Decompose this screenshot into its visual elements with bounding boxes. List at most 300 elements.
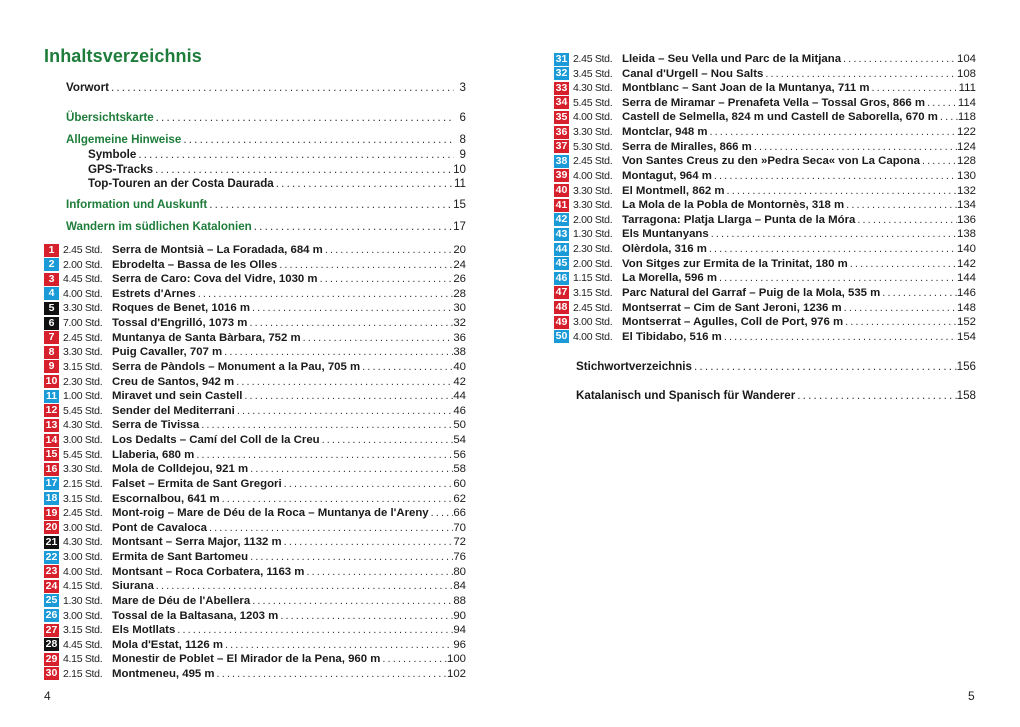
tour-row[interactable]	[44, 243, 466, 257]
tour-page: 130	[956, 169, 976, 182]
tour-row[interactable]	[44, 594, 466, 608]
tour-page: 104	[956, 53, 976, 65]
tour-row[interactable]	[554, 227, 976, 241]
toc-entry[interactable]	[66, 220, 466, 234]
tour-page: 40	[453, 360, 466, 373]
tour-row[interactable]	[44, 301, 466, 315]
tour-page: 24	[453, 258, 466, 271]
tour-page: 56	[453, 448, 466, 461]
leader-dots	[717, 271, 957, 285]
toc-entry-page: 9	[459, 148, 466, 161]
tour-name: Creu de Santos, 942 m	[112, 375, 235, 388]
tour-page: 134	[956, 199, 976, 212]
leader-dots	[196, 287, 454, 301]
tour-number-badge: 41	[555, 198, 568, 211]
toc-entry-page: 8	[459, 133, 466, 146]
tour-number-badge: 13	[45, 418, 58, 431]
toc-entry-page: 11	[453, 177, 466, 190]
tour-number-badge: 15	[45, 448, 58, 461]
toc-entry-label: Symbole	[88, 148, 137, 161]
tour-duration: 3.15 Std.	[63, 360, 103, 373]
toc-entry-label: Stichwortverzeichnis	[576, 360, 692, 373]
toc-entry[interactable]	[88, 163, 466, 177]
tour-number-badge: 39	[555, 169, 568, 182]
tour-page: 30	[453, 302, 466, 315]
tour-duration: 3.30 Std.	[573, 184, 613, 197]
tour-page: 122	[956, 126, 976, 139]
tour-row[interactable]	[44, 535, 466, 549]
toc-entry-page: 3	[459, 81, 466, 94]
tour-duration: 2.00 Std.	[573, 257, 613, 270]
leader-dots	[843, 315, 957, 329]
tour-name: Roques de Benet, 1016 m	[112, 302, 251, 315]
leader-dots	[207, 521, 453, 535]
tour-duration: 7.00 Std.	[63, 317, 103, 330]
tour-page: 128	[956, 155, 976, 168]
tour-name: Serra de Miramar – Prenafeta Vella – Tossal Gros, 866 m	[622, 96, 926, 109]
tour-name: El Tibidabo, 516 m	[622, 330, 722, 343]
tour-duration: 2.45 Std.	[573, 155, 613, 168]
tour-page: 140	[956, 243, 976, 256]
tour-number-badge: 34	[555, 96, 568, 109]
tour-page: 28	[453, 287, 466, 300]
tour-number-badge: 40	[555, 184, 568, 197]
tour-duration: 4.30 Std.	[63, 536, 103, 549]
tour-name: Montsant – Serra Major, 1132 m	[112, 536, 282, 549]
tour-name: Miravet und sein Castell	[112, 390, 243, 403]
tour-number-badge: 44	[555, 242, 568, 255]
tour-name: Pont de Cavaloca	[112, 521, 207, 534]
tour-row[interactable]	[44, 492, 466, 506]
tour-row[interactable]	[554, 286, 976, 300]
leader-dots	[712, 169, 957, 183]
tour-number-badge: 16	[45, 462, 58, 475]
tour-duration: 4.00 Std.	[63, 287, 103, 300]
toc-entry[interactable]	[576, 389, 976, 403]
tour-row[interactable]	[554, 110, 976, 124]
toc-entry[interactable]	[66, 111, 466, 125]
tour-row[interactable]	[554, 125, 976, 139]
toc-entry-page: 17	[453, 220, 466, 233]
tour-number-badge: 25	[45, 594, 58, 607]
tour-name: La Mola de la Pobla de Montornès, 318 m	[622, 199, 845, 212]
tour-row[interactable]	[44, 404, 466, 418]
tour-row[interactable]	[44, 623, 466, 637]
tour-row[interactable]	[554, 67, 976, 81]
tour-name: Sender del Mediterrani	[112, 404, 235, 417]
tour-name: Monestir de Poblet – El Mirador de la Pena, 960 m	[112, 653, 381, 666]
leader-dots	[242, 389, 453, 403]
tour-name: Montsant – Roca Corbatera, 1163 m	[112, 565, 305, 578]
tour-number-badge: 32	[555, 67, 568, 80]
leader-dots	[215, 667, 447, 681]
tour-number-badge: 46	[555, 271, 568, 284]
tour-duration: 4.15 Std.	[63, 580, 103, 593]
tour-page: 124	[956, 140, 976, 153]
tour-duration: 3.30 Std.	[63, 346, 103, 359]
toc-entry-page: 6	[459, 111, 466, 124]
tour-name: Ermita de Sant Bartomeu	[112, 551, 249, 564]
toc-entry[interactable]	[88, 148, 466, 162]
tour-number-badge: 29	[45, 652, 58, 665]
tour-page: 38	[453, 346, 466, 359]
tour-page: 20	[453, 244, 466, 256]
tour-row[interactable]	[44, 389, 466, 403]
tour-name: Montblanc – Sant Joan de la Muntanya, 711 m	[622, 82, 870, 95]
tour-duration: 2.15 Std.	[63, 477, 103, 490]
leader-dots	[277, 258, 453, 272]
leader-dots	[252, 220, 453, 234]
tour-row[interactable]	[44, 360, 466, 374]
tour-name: Serra de Montsià – La Foradada, 684 m	[112, 244, 323, 256]
page-title: Inhaltsverzeichnis	[44, 46, 202, 66]
tour-row[interactable]	[554, 184, 976, 198]
tour-duration: 2.45 Std.	[63, 244, 103, 256]
tour-number-badge: 7	[44, 331, 59, 344]
leader-dots	[109, 81, 454, 95]
tour-duration: 2.30 Std.	[63, 375, 103, 388]
tour-duration: 3.15 Std.	[573, 286, 613, 299]
tour-duration: 1.30 Std.	[63, 594, 103, 607]
tour-row[interactable]	[44, 477, 466, 491]
tour-name: Montserrat – Agulles, Coll de Port, 976 m	[622, 316, 844, 329]
toc-entry-page: 156	[956, 360, 976, 373]
tour-duration: 3.00 Std.	[573, 316, 613, 329]
tour-row[interactable]	[44, 258, 466, 272]
tour-row[interactable]	[554, 213, 976, 227]
tour-name: Muntanya de Santa Bàrbara, 752 m	[112, 331, 301, 344]
tour-duration: 3.45 Std.	[573, 67, 613, 80]
leader-dots	[282, 477, 454, 491]
leader-dots	[220, 492, 454, 506]
tour-row[interactable]	[44, 652, 466, 666]
tour-name: Llaberia, 680 m	[112, 448, 195, 461]
tour-name: Escornalbou, 641 m	[112, 492, 220, 505]
leader-dots	[301, 331, 454, 345]
tour-page: 58	[453, 463, 466, 476]
leader-dots	[181, 133, 454, 147]
tour-page: 26	[453, 273, 466, 286]
toc-entry-label: Katalanisch und Spanisch für Wanderer	[576, 389, 796, 402]
tour-row[interactable]	[554, 169, 976, 183]
tour-number-badge: 9	[44, 360, 59, 373]
tour-row[interactable]	[554, 330, 976, 344]
tour-number-badge: 21	[45, 535, 58, 548]
leader-dots	[154, 111, 454, 125]
leader-dots	[870, 81, 959, 95]
tour-page: 138	[956, 228, 976, 241]
leader-dots	[880, 286, 957, 300]
tour-number-badge: 19	[45, 506, 58, 519]
toc-entry[interactable]	[66, 198, 466, 212]
tour-duration: 2.00 Std.	[573, 213, 613, 226]
tour-page: 70	[453, 521, 466, 534]
leader-dots	[360, 360, 453, 374]
tour-duration: 4.30 Std.	[573, 82, 613, 95]
leader-dots	[920, 154, 957, 168]
tour-name: Parc Natural del Garraf – Puig de la Mola, 535 m	[622, 286, 881, 299]
leader-dots	[722, 330, 957, 344]
tour-row[interactable]	[554, 242, 976, 256]
tour-number-badge: 35	[555, 110, 568, 123]
tour-name: El Montmell, 862 m	[622, 184, 725, 197]
tour-number-badge: 26	[45, 609, 58, 621]
tour-row[interactable]	[44, 418, 466, 432]
tour-name: Von Santes Creus zu den »Pedra Seca« von La Capona	[622, 155, 920, 168]
tour-name: Montmeneu, 495 m	[112, 667, 215, 680]
leader-dots	[380, 652, 447, 666]
tour-duration: 2.45 Std.	[63, 331, 103, 344]
tour-page: 108	[956, 67, 976, 80]
leader-dots	[938, 110, 958, 124]
tour-row[interactable]	[44, 433, 466, 447]
toc-entry[interactable]	[88, 177, 466, 191]
tour-name: Estrets d'Arnes	[112, 287, 196, 300]
tour-row[interactable]	[44, 667, 466, 681]
leader-dots	[153, 163, 453, 177]
toc-entry[interactable]	[66, 133, 466, 147]
tour-row[interactable]	[44, 506, 466, 520]
tour-duration: 2.30 Std.	[573, 243, 613, 256]
tour-row[interactable]	[44, 565, 466, 579]
tour-duration: 5.45 Std.	[63, 404, 103, 417]
leader-dots	[925, 96, 958, 110]
tour-page: 94	[453, 624, 466, 637]
leader-dots	[429, 506, 454, 520]
toc-entry-page: 158	[956, 389, 976, 402]
tour-name: Els Muntanyans	[622, 228, 709, 241]
tour-page: 80	[453, 565, 466, 578]
tour-page: 72	[453, 536, 466, 549]
tour-row[interactable]	[554, 52, 976, 66]
tour-page: 46	[453, 404, 466, 417]
tour-name: Montagut, 964 m	[622, 169, 712, 182]
tour-duration: 4.00 Std.	[573, 111, 613, 124]
tour-number-badge: 37	[555, 140, 568, 153]
tour-duration: 2.00 Std.	[63, 258, 103, 271]
tour-number-badge: 38	[555, 154, 568, 167]
tour-page: 44	[453, 390, 466, 403]
tour-name: Els Motllats	[112, 624, 176, 637]
tour-number-badge: 50	[555, 330, 568, 343]
leader-dots	[841, 52, 957, 66]
leader-dots	[763, 67, 957, 81]
tour-duration: 4.00 Std.	[63, 565, 103, 578]
tour-page: 102	[446, 667, 466, 680]
leader-dots	[222, 345, 453, 359]
tour-row[interactable]	[44, 448, 466, 462]
tour-duration: 1.30 Std.	[573, 228, 613, 241]
tour-row[interactable]	[44, 638, 466, 652]
tour-row[interactable]	[554, 257, 976, 271]
tour-number-badge: 30	[45, 667, 58, 680]
tour-page: 152	[956, 316, 976, 329]
tour-row[interactable]	[44, 609, 466, 623]
tour-number-badge: 48	[555, 301, 568, 314]
tour-number-badge: 45	[555, 257, 568, 270]
tour-number-badge: 12	[45, 404, 58, 417]
tour-row[interactable]	[44, 272, 466, 286]
tour-row[interactable]	[554, 140, 976, 154]
tour-row[interactable]	[554, 81, 976, 95]
toc-entry-label: GPS-Tracks	[88, 163, 154, 176]
toc-entry-label: Übersichtskarte	[66, 111, 154, 124]
tour-name: Mola d'Estat, 1126 m	[112, 638, 223, 651]
leader-dots	[278, 609, 453, 623]
leader-dots	[235, 404, 454, 418]
toc-entry[interactable]	[66, 81, 466, 95]
tour-number-badge: 5	[44, 302, 59, 315]
tour-name: Tossal d'Engrilló, 1073 m	[112, 317, 248, 330]
tour-row[interactable]	[44, 345, 466, 359]
tour-page: 62	[453, 492, 466, 505]
leader-dots	[274, 177, 454, 191]
tour-row[interactable]	[44, 462, 466, 476]
tour-page: 88	[453, 594, 466, 607]
tour-row[interactable]	[44, 316, 466, 330]
tour-page: 42	[453, 375, 466, 388]
tour-duration: 3.30 Std.	[63, 302, 103, 315]
tour-duration: 1.00 Std.	[63, 390, 103, 403]
tour-number-badge: 18	[45, 492, 58, 505]
right-page	[510, 0, 1020, 727]
tour-number-badge: 22	[45, 550, 58, 563]
tour-number-badge: 14	[45, 433, 58, 446]
tour-duration: 4.45 Std.	[63, 638, 103, 651]
tour-page: 36	[453, 331, 466, 344]
tour-number-badge: 31	[555, 52, 568, 65]
leader-dots	[320, 433, 454, 447]
tour-row[interactable]	[554, 96, 976, 110]
tour-duration: 4.00 Std.	[573, 169, 613, 182]
tour-page: 136	[956, 213, 976, 226]
toc-entry-page: 10	[453, 163, 466, 176]
tour-name: Lleida – Seu Vella und Parc de la Mitjana	[622, 53, 842, 65]
leader-dots	[250, 301, 453, 315]
tour-number-badge: 27	[45, 623, 58, 636]
tour-row[interactable]	[44, 550, 466, 564]
tour-duration: 2.45 Std.	[573, 301, 613, 314]
tour-number-badge: 49	[555, 315, 568, 328]
tour-page: 118	[957, 111, 976, 124]
tour-number-badge: 11	[45, 389, 58, 402]
tour-page: 50	[453, 419, 466, 432]
tour-duration: 3.00 Std.	[63, 609, 103, 622]
tour-page: 66	[453, 507, 466, 520]
tour-row[interactable]	[44, 287, 466, 301]
tour-page: 54	[453, 434, 466, 447]
tour-duration: 3.00 Std.	[63, 521, 103, 534]
toc-entry[interactable]	[576, 360, 976, 374]
tour-row[interactable]	[554, 198, 976, 212]
leader-dots	[250, 594, 453, 608]
tour-duration: 3.30 Std.	[63, 463, 103, 476]
tour-name: Serra de Pàndols – Monument a la Pau, 705 m	[112, 360, 361, 373]
leader-dots	[207, 198, 453, 212]
tour-row[interactable]	[44, 331, 466, 345]
tour-name: Canal d'Urgell – Nou Salts	[622, 67, 764, 80]
leader-dots	[795, 389, 956, 403]
tour-duration: 2.15 Std.	[63, 667, 103, 680]
leader-dots	[194, 448, 453, 462]
tour-page: 76	[453, 551, 466, 564]
leader-dots	[318, 272, 454, 286]
tour-name: Mola de Colldejou, 921 m	[112, 463, 249, 476]
tour-duration: 3.00 Std.	[63, 434, 103, 447]
tour-duration: 3.15 Std.	[63, 624, 103, 637]
leader-dots	[692, 360, 957, 374]
tour-row[interactable]	[554, 315, 976, 329]
leader-dots	[248, 462, 453, 476]
page-number-right: 5	[968, 689, 975, 703]
tour-duration: 4.00 Std.	[573, 330, 613, 343]
tour-duration: 5.45 Std.	[63, 448, 103, 461]
tour-row[interactable]	[44, 521, 466, 535]
tour-number-badge: 42	[555, 213, 568, 226]
tour-duration: 4.15 Std.	[63, 653, 103, 666]
tour-page: 84	[453, 580, 466, 593]
leader-dots	[842, 301, 957, 315]
toc-entry-label: Wandern im südlichen Katalonien	[66, 220, 252, 233]
tour-duration: 3.15 Std.	[63, 492, 103, 505]
leader-dots	[707, 242, 957, 256]
leader-dots	[855, 213, 957, 227]
tour-number-badge: 4	[44, 287, 59, 300]
tour-row[interactable]	[44, 375, 466, 389]
tour-name: Mare de Déu de l'Abellera	[112, 594, 251, 607]
tour-row[interactable]	[44, 579, 466, 593]
page-number-left: 4	[44, 689, 51, 703]
tour-number-badge: 20	[45, 521, 58, 534]
tour-name: La Morella, 596 m	[622, 272, 717, 285]
tour-page: 132	[956, 184, 976, 197]
tour-duration: 3.00 Std.	[63, 551, 103, 564]
leader-dots	[752, 140, 957, 154]
tour-page: 90	[453, 609, 466, 622]
tour-page: 32	[453, 317, 466, 330]
tour-name: Mont-roig – Mare de Déu de la Roca – Muntanya de l'Areny	[112, 507, 429, 520]
tour-row[interactable]	[554, 154, 976, 168]
tour-number-badge: 24	[45, 579, 58, 592]
tour-number-badge: 28	[45, 638, 58, 651]
leader-dots	[175, 623, 453, 637]
tour-row[interactable]	[554, 301, 976, 315]
toc-entry-label: Top-Touren an der Costa Daurada	[88, 177, 274, 190]
leader-dots	[154, 579, 454, 593]
tour-name: Serra de Tivissa	[112, 419, 200, 432]
tour-number-badge: 43	[555, 227, 568, 240]
tour-name: Montclar, 948 m	[622, 126, 708, 139]
toc-entry-label: Information und Auskunft	[66, 198, 208, 211]
leader-dots	[223, 638, 453, 652]
tour-number-badge: 17	[45, 477, 58, 490]
tour-page: 111	[958, 82, 976, 95]
tour-name: Von Sitges zur Ermita de la Trinitat, 180 m	[622, 257, 848, 270]
leader-dots	[136, 148, 454, 162]
tour-number-badge: 3	[44, 273, 59, 286]
leader-dots	[247, 316, 453, 330]
tour-number-badge: 10	[45, 375, 58, 388]
tour-row[interactable]	[554, 271, 976, 285]
tour-name: Serra de Caro: Cova del Vidre, 1030 m	[112, 273, 318, 286]
leader-dots	[725, 184, 957, 198]
tour-duration: 2.45 Std.	[63, 507, 103, 520]
leader-dots	[234, 375, 453, 389]
tour-duration: 4.45 Std.	[63, 273, 103, 286]
tour-duration: 4.30 Std.	[63, 419, 103, 432]
tour-name: Castell de Selmella, 824 m und Castell de Saborella, 670 m	[622, 111, 938, 124]
tour-number-badge: 1	[44, 244, 59, 257]
